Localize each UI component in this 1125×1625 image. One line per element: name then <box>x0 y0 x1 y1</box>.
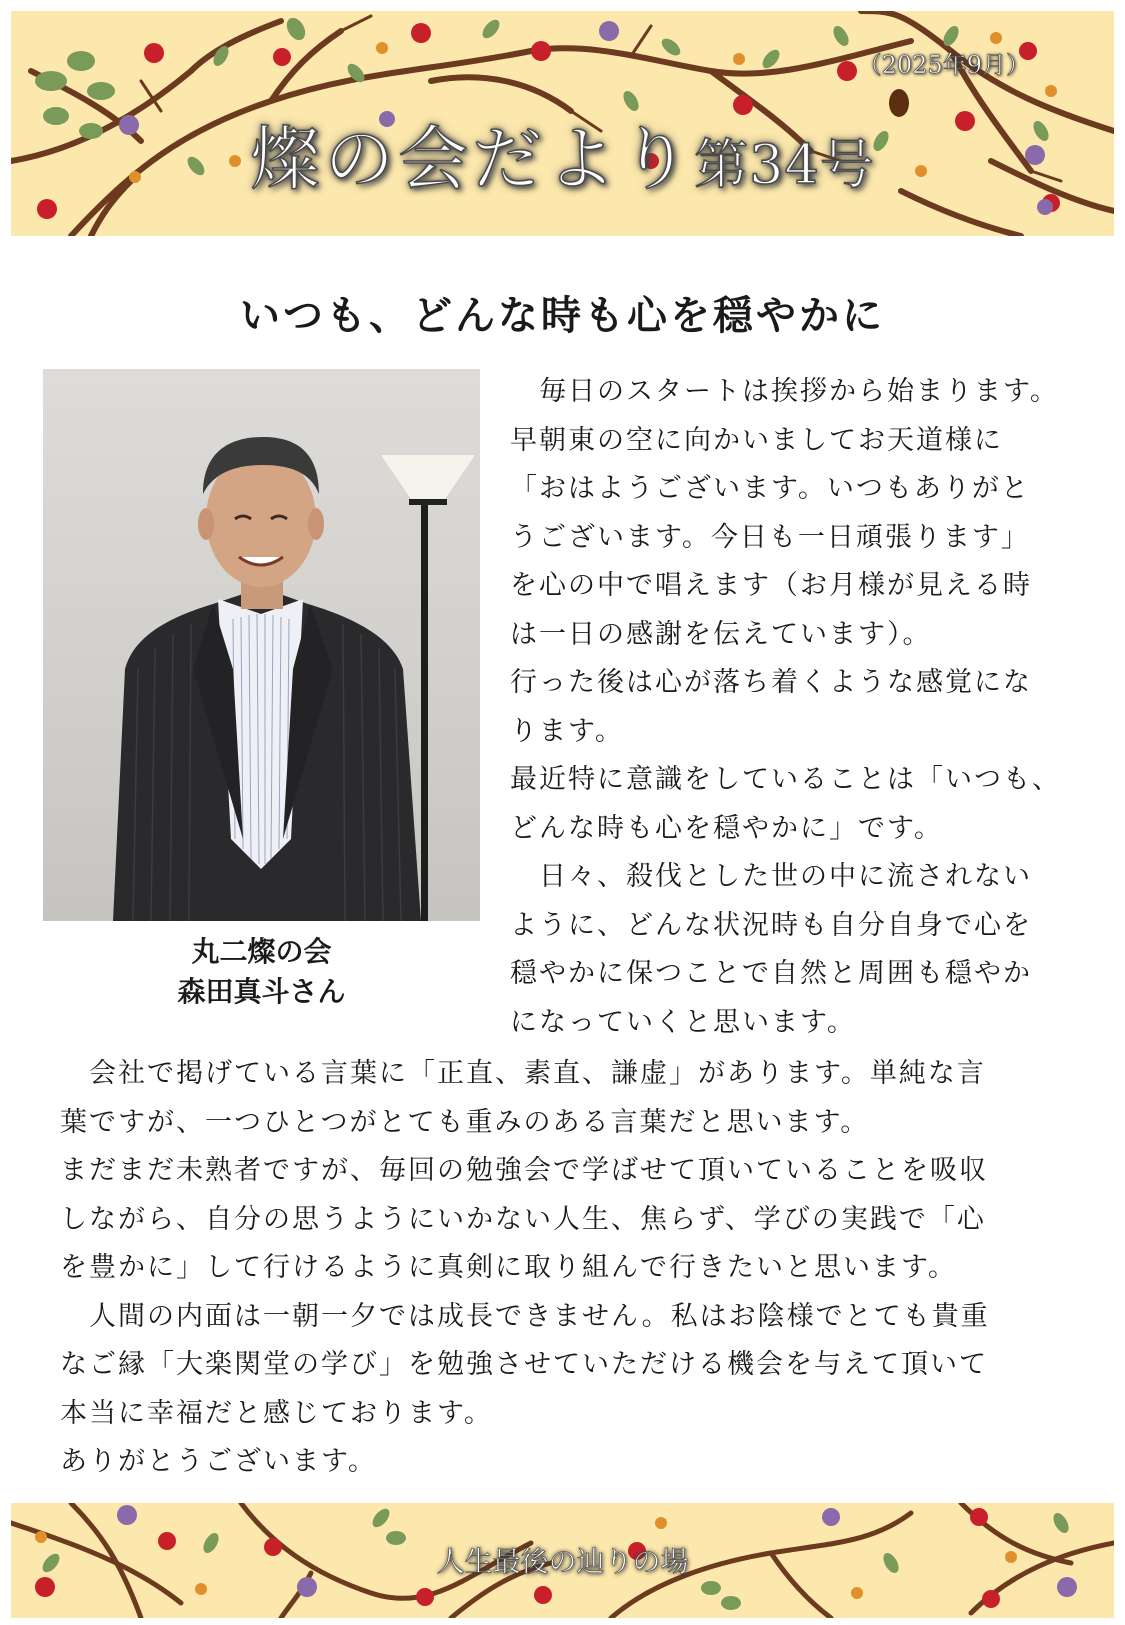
issue-date: （2025年9月） <box>857 51 1030 79</box>
photo-caption <box>43 932 480 1012</box>
text-line: 「おはようございます。いつもありがと <box>510 473 1030 504</box>
footer-banner <box>11 1503 1114 1618</box>
caption-person-name: 森田真斗さん <box>177 975 346 1008</box>
text-line: ります。 <box>510 715 624 747</box>
text-line: うございます。今日も一日頑張ります」 <box>510 521 1030 553</box>
text-line: しながら、自分の思うようにいかない人生、焦らず、学びの実践で「心 <box>60 1203 986 1235</box>
text-line: になっていくと思います。 <box>510 1006 856 1038</box>
text-line: 会社で掲げている言葉に「正直、素直、謙虚」があります。単純な言 <box>60 1058 986 1089</box>
text-line: なご縁「大楽関堂の学び」を勉強させていただける機会を与えて頂いて <box>60 1349 988 1380</box>
text-line: を心の中で唱えます（お月様が見える時 <box>510 570 1032 601</box>
text-line: 早朝東の空に向かいましてお天道様に <box>510 424 1003 456</box>
text-line: どんな時も心を穏やかに」です。 <box>510 812 943 844</box>
caption-organization: 丸二燦の会 <box>191 935 332 968</box>
issue-number: 第34号 <box>694 133 875 196</box>
text-line: 葉ですが、一つひとつがとても重みのある言葉だと思います。 <box>60 1106 870 1138</box>
footer-slogan: 人生最後の辿りの場 <box>436 1545 689 1578</box>
newsletter-name: 燦の会だより <box>250 118 695 200</box>
article-body-text <box>60 1050 1070 1487</box>
article-column-text <box>510 368 1100 1047</box>
text-line: 日々、殺伐とした世の中に流されない <box>510 861 1032 892</box>
text-line: 最近特に意識をしていることは「いつも、 <box>510 764 1061 795</box>
text-line: 行った後は心が落ち着くような感覚にな <box>510 667 1032 698</box>
portrait-photo <box>43 369 480 921</box>
article-headline: いつも、どんな時も心を穏やかに <box>240 293 885 339</box>
text-line: 人間の内面は一朝一夕では成長できません。私はお陰様でとても貴重 <box>60 1300 990 1332</box>
text-line: ありがとうございます。 <box>60 1446 377 1477</box>
text-line: ように、どんな状況時も自分自身で心を <box>510 909 1032 941</box>
text-line: 穏やかに保つことで自然と周囲も穏やか <box>510 958 1032 989</box>
text-line: 本当に幸福だと感じております。 <box>60 1397 493 1429</box>
text-line: は一日の感謝を伝えています）。 <box>510 618 932 650</box>
text-line: 毎日のスタートは挨拶から始まります。 <box>510 376 1059 407</box>
text-line: まだまだ未熟者ですが、毎回の勉強会で学ばせて頂いていることを吸収 <box>60 1155 988 1186</box>
text-line: を豊かに」して行けるように真剣に取り組んで行きたいと思います。 <box>60 1252 957 1283</box>
newsletter-title <box>11 103 1114 204</box>
masthead-banner <box>11 11 1114 236</box>
